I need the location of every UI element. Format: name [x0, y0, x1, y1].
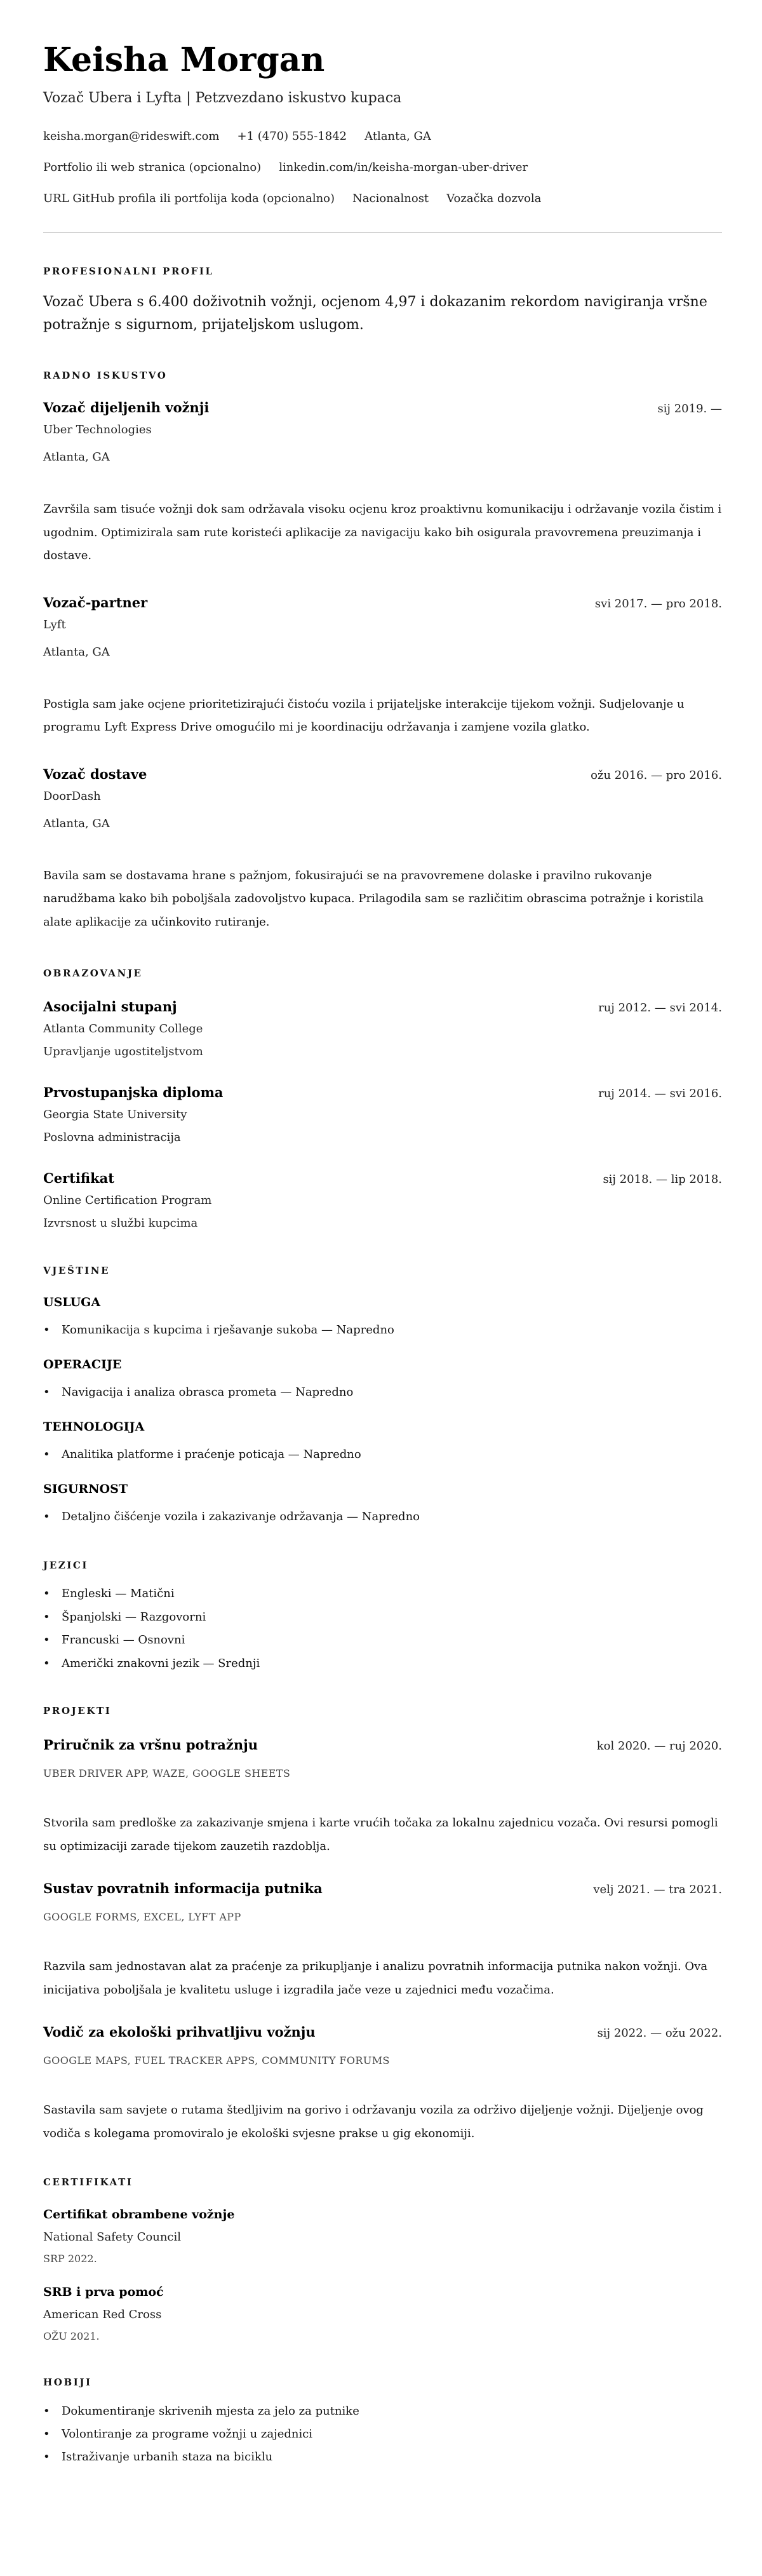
skill-item: • Detaljno čišćenje vozila i zakazivanje održavanja — Napredno [43, 1507, 722, 1527]
skill-category: OPERACIJE [43, 1358, 122, 1372]
language-item: • Španjolski — Razgovorni [43, 1606, 722, 1629]
job-header [43, 765, 722, 785]
project-technologies: UBER DRIVER APP, WAZE, GOOGLE SHEETS [43, 1767, 291, 1779]
education-section [43, 967, 722, 1233]
skill-list [43, 1445, 722, 1464]
location: Atlanta, GA [364, 130, 431, 143]
education-header [43, 997, 722, 1018]
language-item: • Američki znakovni jezik — Srednji [43, 1652, 722, 1676]
project-description: Razvila sam jednostavan alat za praćenje za prikupljanje i analizu povratnih informacija putnika nakon vožnji. Ova inicijativa poboljšala je kvalitetu usluge i izgradila jače veze u zajednici među vozačima. [43, 1960, 708, 1997]
education-dates: sij 2018. — lip 2018. [603, 1173, 722, 1186]
degree: Certifikat [43, 1170, 114, 1186]
job-entry [43, 593, 722, 739]
project-description: Stvorila sam predloške za zakazivanje smjena i karte vrućih točaka za lokalnu zajednicu vozača. Ovi resursi pomogli su optimizaciji zarade tijekom zauzetih razdoblja. [43, 1816, 718, 1853]
education-header [43, 1169, 722, 1189]
certificate-issuer: American Red Cross [43, 2308, 162, 2321]
project-dates: kol 2020. — ruj 2020. [596, 1739, 722, 1753]
profile-summary: Vozač Ubera s 6.400 doživotnih vožnji, ocjenom 4,97 i dokazanim rekordom navigiranja vršne potražnje s sigurnom, prijateljskom uslugom. [43, 294, 707, 333]
contact-row [43, 183, 722, 214]
project-entry [43, 2023, 722, 2145]
phone: +1 (470) 555-1842 [237, 130, 347, 143]
certificate-issuer: National Safety Council [43, 2230, 182, 2244]
project-entry [43, 1879, 722, 2002]
hobby-item: • Dokumentiranje skrivenih mjesta za jelo za putnike [43, 2400, 722, 2423]
job-dates: ožu 2016. — pro 2016. [591, 768, 722, 782]
contact-row [43, 121, 722, 152]
github-link: URL GitHub profila ili portfolija koda (opcionalno) [43, 192, 335, 205]
section-heading: OBRAZOVANJE [43, 968, 143, 979]
certificate-entry [43, 2206, 722, 2267]
section-heading: PROJEKTI [43, 1705, 112, 1716]
section-heading: RADNO ISKUSTVO [43, 370, 168, 381]
drivers-license: Vozačka dozvola [446, 192, 542, 205]
project-description: Sastavila sam savjete o rutama štedljivim na gorivo i održavanju vozila za održivo dijeljenje vožnji. Dijeljenje ovog vodiča s kolegama promoviralo je ekološki svjesne prakse u gig ekonomiji. [43, 2103, 704, 2140]
skill-item: • Komunikacija s kupcima i rješavanje sukoba — Napredno [43, 1321, 722, 1340]
job-entry [43, 765, 722, 934]
job-dates: svi 2017. — pro 2018. [594, 597, 722, 610]
field-of-study: Poslovna administracija [43, 1131, 181, 1144]
skill-category: TEHNOLOGIJA [43, 1420, 145, 1434]
skill-list [43, 1321, 722, 1340]
portfolio-link: Portfolio ili web stranica (opcionalno) [43, 161, 262, 174]
project-technologies: GOOGLE FORMS, EXCEL, LYFT APP [43, 1911, 241, 1923]
candidate-name: Keisha Morgan [43, 41, 325, 79]
certificate-date: OŽU 2021. [43, 2330, 100, 2342]
skill-list [43, 1507, 722, 1527]
skill-category: USLUGA [43, 1295, 101, 1309]
section-heading: HOBIJI [43, 2377, 92, 2388]
education-dates: ruj 2014. — svi 2016. [598, 1087, 722, 1100]
job-company: DoorDash [43, 789, 101, 803]
project-header [43, 2023, 722, 2043]
resume-header [43, 39, 722, 233]
certificate-name: SRB i prva pomoć [43, 2285, 164, 2299]
project-technologies: GOOGLE MAPS, FUEL TRACKER APPS, COMMUNITY FORUMS [43, 2054, 390, 2067]
degree: Prvostupanjska diploma [43, 1084, 224, 1100]
education-entry [43, 997, 722, 1062]
language-item: • Francuski — Osnovni [43, 1629, 722, 1652]
language-item: • Engleski — Matični [43, 1582, 722, 1606]
project-header [43, 1736, 722, 1756]
project-header [43, 1879, 722, 1899]
project-dates: sij 2022. — ožu 2022. [597, 2026, 722, 2040]
job-title: Vozač dijeljenih vožnji [43, 400, 210, 415]
certificate-date: SRP 2022. [43, 2253, 97, 2265]
skill-item: • Analitika platforme i praćenje poticaja — Napredno [43, 1445, 722, 1464]
education-dates: ruj 2012. — svi 2014. [598, 1001, 722, 1015]
job-title: Vozač-partner [43, 594, 148, 610]
job-header [43, 398, 722, 419]
job-location: Atlanta, GA [43, 645, 110, 659]
experience-section [43, 369, 722, 934]
project-title: Sustav povratnih informacija putnika [43, 1880, 323, 1896]
skill-item: • Navigacija i analiza obrasca prometa — Napredno [43, 1383, 722, 1402]
contact-row [43, 152, 722, 183]
resume [0, 39, 762, 2469]
section-heading: VJEŠTINE [43, 1265, 110, 1276]
field-of-study: Izvrsnost u službi kupcima [43, 1217, 198, 1230]
certificate-entry [43, 2284, 722, 2344]
section-heading: CERTIFIKATI [43, 2176, 133, 2188]
projects-section [43, 1704, 722, 2145]
project-title: Vodič za ekološki prihvatljivu vožnju [43, 2024, 316, 2040]
education-entry [43, 1083, 722, 1147]
profile-section [43, 265, 722, 337]
skill-list [43, 1383, 722, 1402]
job-title: Vozač dostave [43, 765, 147, 782]
school: Online Certification Program [43, 1194, 212, 1207]
job-company: Uber Technologies [43, 423, 152, 436]
job-location: Atlanta, GA [43, 816, 110, 830]
school: Georgia State University [43, 1108, 187, 1121]
skill-category: SIGURNOST [43, 1482, 128, 1496]
hobbies-section [43, 2376, 722, 2469]
education-header [43, 1083, 722, 1103]
hobby-item: • Istraživanje urbanih staza na biciklu [43, 2446, 722, 2469]
languages-section [43, 1559, 722, 1675]
nationality: Nacionalnost [352, 192, 429, 205]
degree: Asocijalni stupanj [43, 999, 177, 1015]
project-entry [43, 1736, 722, 1858]
certificate-name: Certifikat obrambene vožnje [43, 2208, 235, 2222]
skills-section [43, 1264, 722, 1527]
job-header [43, 593, 722, 614]
field-of-study: Upravljanje ugostiteljstvom [43, 1045, 203, 1058]
job-location: Atlanta, GA [43, 450, 110, 464]
project-title: Priručnik za vršnu potražnju [43, 1737, 258, 1753]
job-description: Postigla sam jake ocjene prioritetizirajući čistoću vozila i prijateljske interakcije tijekom vožnji. Sudjelovanje u programu Lyft Express Drive omogućilo mi je koordinaciju održavanja i zamjene vozila glatko. [43, 697, 685, 734]
hobby-item: • Volontiranje za programe vožnji u zajednici [43, 2423, 722, 2446]
candidate-headline: Vozač Ubera i Lyfta | Petzvezdano iskustvo kupaca [43, 90, 402, 106]
certificates-section [43, 2176, 722, 2344]
job-description: Bavila sam se dostavama hrane s pažnjom, fokusirajući se na pravovremene dolaske i pravilno rukovanje narudžbama kako bih poboljšala zadovoljstvo kupaca. Prilagodila sam se različitim obrascima potražnje i koristila alate aplikacije za učinkovito rutiranje. [43, 868, 704, 929]
job-entry [43, 398, 722, 568]
job-dates: sij 2019. — [657, 402, 722, 415]
header-divider [43, 232, 722, 233]
email: keisha.morgan@rideswift.com [43, 130, 220, 143]
section-heading: PROFESIONALNI PROFIL [43, 266, 214, 277]
linkedin-link: linkedin.com/in/keisha-morgan-uber-driver [279, 161, 528, 174]
job-company: Lyft [43, 617, 66, 631]
school: Atlanta Community College [43, 1022, 203, 1035]
section-heading: JEZICI [43, 1560, 89, 1571]
project-dates: velj 2021. — tra 2021. [593, 1883, 722, 1896]
education-entry [43, 1169, 722, 1233]
job-description: Završila sam tisuće vožnji dok sam održavala visoku ocjenu kroz proaktivnu komunikaciju i održavanje vozila čistim i ugodnim. Optimizirala sam rute koristeći aplikacije za navigaciju kako bih osigurala pravovremena preuzimanja i dostave. [43, 502, 722, 562]
